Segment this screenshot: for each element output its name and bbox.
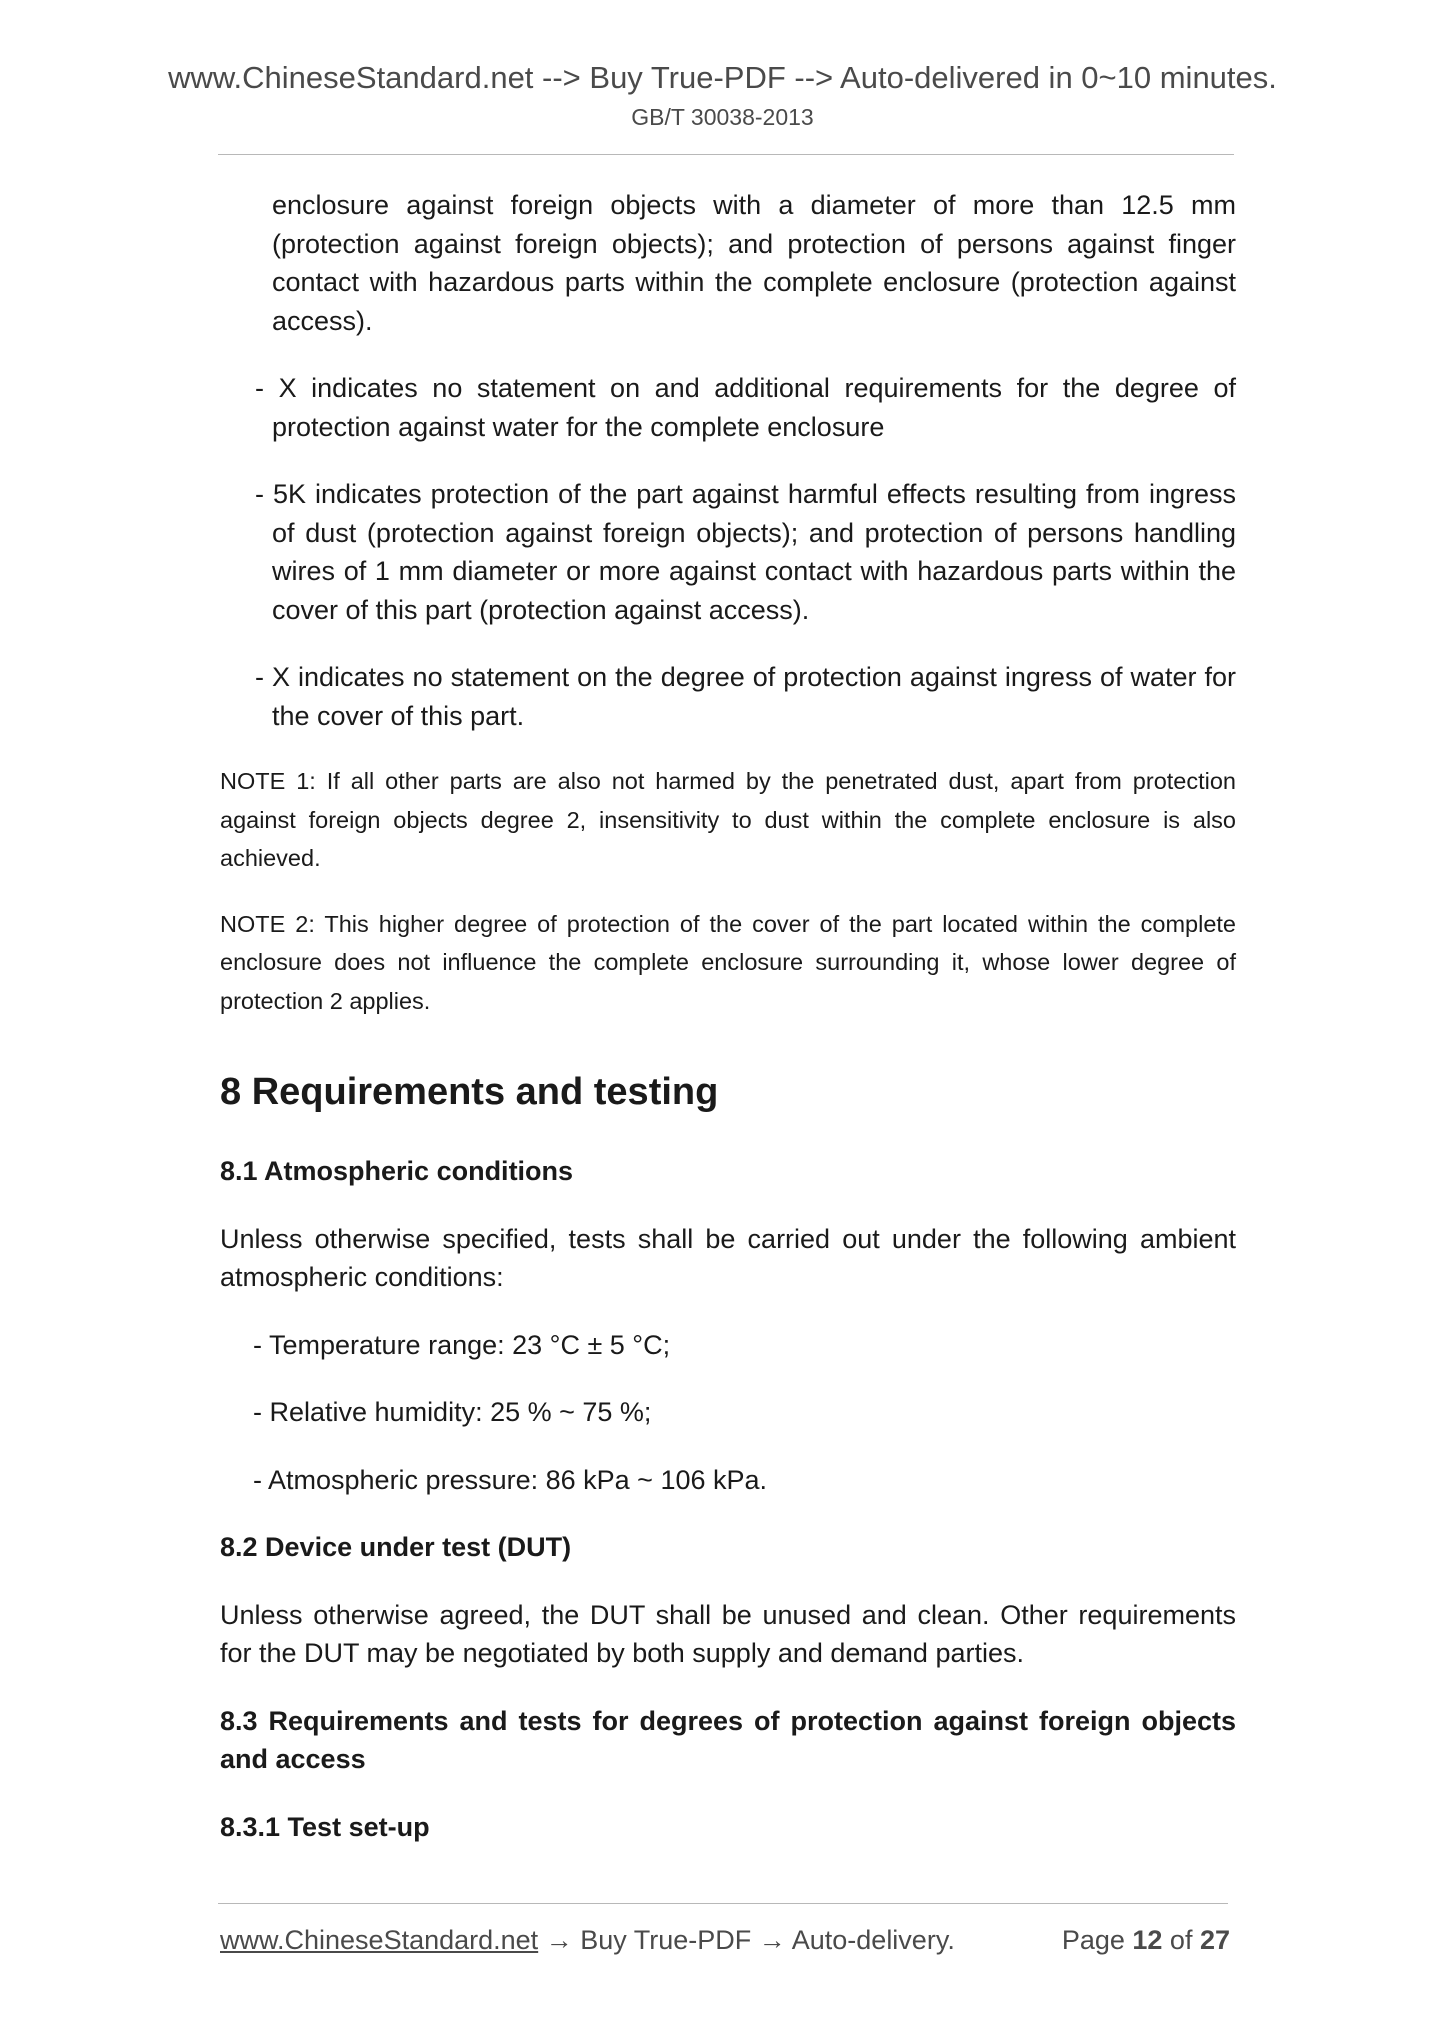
section-8-1-text: Unless otherwise specified, tests shall be carried out under the following ambient atmospheric conditions:: [220, 1223, 1236, 1292]
page-of: of: [1162, 1925, 1200, 1955]
bullet-item: - 5K indicates protection of the part against harmful effects resulting from ingress of dust (protection against foreign objects); and protection of persons handling wires of 1 mm diameter or more against contact with hazardous parts within the cover of this part (protection against access).: [255, 479, 1236, 625]
section-8-1-heading: 8.1 Atmospheric conditions: [220, 1156, 574, 1186]
bullet-item: - X indicates no statement on the degree of protection against ingress of water for the cover of this part.: [255, 662, 1236, 731]
bullet-item: - X indicates no statement on and additional requirements for the degree of protection against water for the complete enclosure: [255, 373, 1236, 442]
header-banner[interactable]: www.ChineseStandard.net --> Buy True-PDF --> Auto-delivered in 0~10 minutes.: [168, 60, 1277, 95]
page-label: Page: [1061, 1925, 1133, 1955]
condition-item: - Relative humidity: 25 % ~ 75 %;: [253, 1397, 652, 1427]
document-body: [220, 186, 1236, 1868]
page-current: 12: [1132, 1925, 1163, 1955]
section-8-2-text: Unless otherwise agreed, the DUT shall be unused and clean. Other requirements for the DUT may be negotiated by both supply and demand parties.: [220, 1599, 1236, 1668]
page-header: [0, 58, 1445, 134]
header-divider: [218, 154, 1234, 155]
continuation-paragraph: enclosure against foreign objects with a diameter of more than 12.5 mm (protection against foreign objects); and protection of persons against finger contact with hazardous parts within the complete enclosure (protection against access).: [272, 190, 1236, 336]
footer-tail-text: → Buy True-PDF → Auto-delivery.: [538, 1925, 955, 1955]
section-8-3-1-heading: 8.3.1 Test set-up: [220, 1811, 430, 1842]
section-8-3-heading: 8.3 Requirements and tests for degrees of protection against foreign objects and access: [220, 1705, 1236, 1774]
condition-item: - Atmospheric pressure: 86 kPa ~ 106 kPa.: [253, 1464, 768, 1495]
section-8-2-heading: 8.2 Device under test (DUT): [220, 1532, 572, 1562]
footer-left: [220, 1920, 955, 1960]
page-total: 27: [1199, 1925, 1230, 1955]
section-8-heading: 8 Requirements and testing: [220, 1071, 719, 1113]
footer-site-link[interactable]: www.ChineseStandard.net: [220, 1925, 539, 1955]
standard-code: GB/T 30038-2013: [631, 104, 814, 130]
condition-item: - Temperature range: 23 °C ± 5 °C;: [253, 1329, 671, 1360]
footer-divider: [218, 1903, 1228, 1904]
note-2: NOTE 2: This higher degree of protection of the cover of the part located within the complete enclosure does not influence the complete enclosure surrounding it, whose lower degree of protection 2 applies.: [220, 910, 1236, 1014]
page-footer: [220, 1920, 1230, 1960]
note-1: NOTE 1: If all other parts are also not harmed by the penetrated dust, apart from protection against foreign objects degree 2, insensitivity to dust within the complete enclosure is also achieved.: [220, 768, 1236, 871]
page-number: [1062, 1920, 1230, 1960]
